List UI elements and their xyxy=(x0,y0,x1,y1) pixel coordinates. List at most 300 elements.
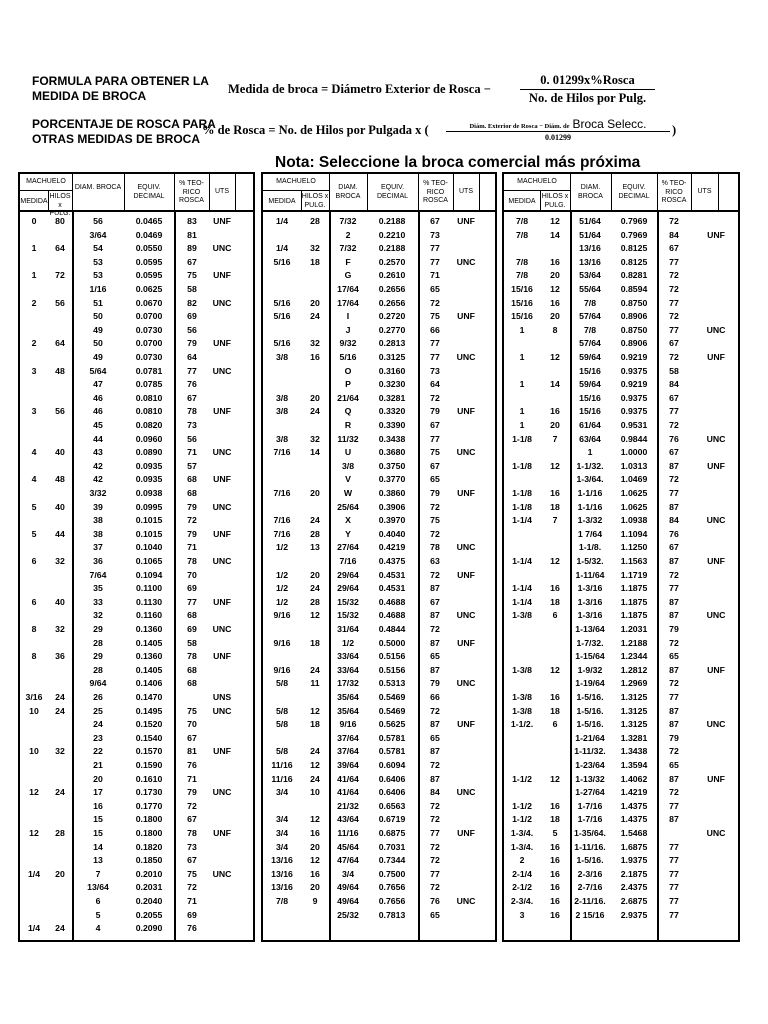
table-row xyxy=(20,731,253,745)
hilos-cell: 20 xyxy=(550,311,560,322)
pct-cell: 75 xyxy=(187,868,197,879)
diam-cell: 2-7/16 xyxy=(577,882,603,893)
pct-cell: 87 xyxy=(430,773,440,784)
equiv-cell: 0.3125 xyxy=(378,352,406,362)
equiv-cell: 2.1875 xyxy=(620,868,648,879)
pct-cell: 81 xyxy=(187,229,197,240)
table-row xyxy=(263,826,495,840)
pct-cell: 72 xyxy=(430,800,440,811)
diam-cell: 53 xyxy=(93,256,103,267)
diam-cell: 7/32 xyxy=(339,243,357,254)
hilos-cell: 40 xyxy=(55,501,65,512)
pct-cell: 77 xyxy=(430,243,440,254)
pct-cell: 76 xyxy=(187,760,197,770)
hilos-cell: 18 xyxy=(310,256,320,267)
hilos-cell: 13 xyxy=(310,542,320,553)
table-row xyxy=(20,241,253,255)
equiv-cell: 0.2610 xyxy=(378,270,406,281)
medida-cell: 12 xyxy=(29,787,39,798)
diam-cell: 7/32 xyxy=(339,216,357,226)
pct-cell: 72 xyxy=(430,528,440,539)
medida-cell: 3/8 xyxy=(275,433,289,444)
hilos-cell: 40 xyxy=(55,596,65,607)
diam-cell: 49/64 xyxy=(337,896,359,906)
diam-cell: 1-13/64 xyxy=(575,624,605,634)
hilos-cell: 20 xyxy=(55,868,65,879)
equiv-cell: 0.5000 xyxy=(378,637,406,648)
equiv-cell: 1.0000 xyxy=(620,447,648,458)
pct-cell: 69 xyxy=(187,909,197,920)
diam-cell: 41/64 xyxy=(337,773,359,784)
hilos-cell: 20 xyxy=(550,420,560,430)
diam-cell: J xyxy=(345,324,351,335)
table-row xyxy=(263,908,495,922)
table-row xyxy=(504,377,738,391)
equiv-cell: 1.4062 xyxy=(620,773,648,784)
pct-cell: 87 xyxy=(669,719,679,730)
equiv-cell: 0.6406 xyxy=(378,773,406,784)
diam-cell: 37 xyxy=(93,542,103,553)
equiv-cell: 0.0785 xyxy=(135,379,163,390)
table-row xyxy=(20,513,253,527)
diam-cell: 15 xyxy=(93,814,103,825)
table-row xyxy=(504,364,738,378)
hilos-cell: 28 xyxy=(55,828,65,838)
hilos-cell: 10 xyxy=(310,787,320,798)
pct-cell: 76 xyxy=(187,379,197,390)
diam-cell: 63/64 xyxy=(579,433,601,444)
table-row xyxy=(20,255,253,269)
hilos-cell: 16 xyxy=(550,583,560,594)
uts-cell: UNC xyxy=(456,896,476,906)
uts-header: UTS xyxy=(215,188,229,195)
hilos-cell: 32 xyxy=(55,624,65,634)
equiv-cell: 1.3125 xyxy=(620,719,648,730)
pct-cell: 72 xyxy=(669,352,679,362)
hilos-cell: 24 xyxy=(55,787,65,798)
equiv-cell: 0.1360 xyxy=(135,651,163,662)
table-row xyxy=(20,364,253,378)
table-row xyxy=(263,704,495,718)
pct-cell: 77 xyxy=(669,406,679,417)
pct-cell: 58 xyxy=(187,637,197,648)
diam-cell: 1-1/16 xyxy=(577,488,603,498)
table-row xyxy=(504,608,738,622)
table-header xyxy=(504,174,738,212)
hilos-cell: 16 xyxy=(550,909,560,920)
equiv-cell: 0.7969 xyxy=(620,229,648,240)
uts-cell: UNC xyxy=(456,352,476,362)
equiv-cell: 0.9844 xyxy=(620,433,648,444)
diam-cell: 33/64 xyxy=(337,651,359,662)
diam-cell: 1-15/64 xyxy=(575,651,605,662)
table-row xyxy=(20,799,253,813)
equiv-cell: 0.0469 xyxy=(135,229,163,240)
equiv-cell: 0.3906 xyxy=(378,501,406,512)
diam-cell: 1 7/64 xyxy=(577,528,603,539)
table-row xyxy=(263,758,495,772)
medida-cell: 1-1/2 xyxy=(512,814,532,825)
hilos-cell: 40 xyxy=(55,447,65,458)
pct-cell: 75 xyxy=(187,705,197,716)
medida-cell: 5/8 xyxy=(275,705,289,716)
table-row xyxy=(263,568,495,582)
medida-cell: 9/16 xyxy=(273,664,291,675)
diam-cell: 3/4 xyxy=(341,868,355,879)
pct-cell: 77 xyxy=(430,352,440,362)
table-row xyxy=(504,785,738,799)
uts-cell: UNC xyxy=(456,787,476,798)
hilos-cell: 20 xyxy=(310,488,320,498)
medida-cell: 0 xyxy=(31,216,37,226)
table-row xyxy=(20,527,253,541)
table-row xyxy=(20,459,253,473)
uts-cell: UNF xyxy=(457,311,475,322)
medida-cell: 1/2 xyxy=(275,542,289,553)
medida-cell: 1-1/2. xyxy=(510,719,534,730)
equiv-cell: 0.5156 xyxy=(378,664,406,675)
pct-cell: 79 xyxy=(669,732,679,743)
medida-cell: 7/16 xyxy=(273,488,291,498)
diam-cell: 1-11/64 xyxy=(575,569,605,580)
pct-cell: 72 xyxy=(430,705,440,716)
table-row xyxy=(20,282,253,296)
equiv-cell: 0.1015 xyxy=(135,515,163,526)
equiv-cell: 0.1610 xyxy=(135,773,163,784)
equiv-cell: 0.8750 xyxy=(620,297,648,308)
equiv-cell: 2.4375 xyxy=(620,882,648,893)
equiv-cell: 1.0938 xyxy=(620,515,648,526)
uts-cell: UNC xyxy=(456,256,476,267)
diam-cell: 13/16 xyxy=(579,243,601,254)
hilos-cell: 12 xyxy=(310,705,320,716)
table-row xyxy=(504,432,738,446)
hilos-cell: 12 xyxy=(550,664,560,675)
uts-cell: UNF xyxy=(213,216,231,226)
equiv-cell: 0.3390 xyxy=(378,420,406,430)
diam-cell: 29/64 xyxy=(337,583,359,594)
diam-cell: 26 xyxy=(93,692,103,702)
pct-cell: 67 xyxy=(669,243,679,254)
equiv-cell: 0.2656 xyxy=(378,297,406,308)
equiv-cell: 0.1065 xyxy=(135,556,163,566)
diam-cell: 3/8 xyxy=(341,460,355,471)
table-row xyxy=(263,418,495,432)
hilos-cell: 12 xyxy=(550,352,560,362)
uts-cell: UNC xyxy=(706,515,726,526)
medida-cell: 5 xyxy=(31,528,37,539)
hilos-cell: 48 xyxy=(55,365,65,376)
pct-cell: 84 xyxy=(669,229,679,240)
hilos-cell: 24 xyxy=(310,311,320,322)
diam-cell: U xyxy=(344,447,352,458)
diam-cell: 16 xyxy=(93,800,103,811)
hilos-cell: 16 xyxy=(550,406,560,417)
table-row xyxy=(20,921,253,935)
percent-numerator xyxy=(446,117,670,132)
table-row xyxy=(263,391,495,405)
equiv-cell: 0.0595 xyxy=(135,256,163,267)
equiv-cell: 0.7813 xyxy=(378,909,406,920)
table-row xyxy=(20,214,253,228)
table-row xyxy=(20,663,253,677)
hilos-cell: 12 xyxy=(550,216,560,226)
diam-cell: X xyxy=(345,515,351,526)
equiv-header: EQUIV. DECIMAL xyxy=(376,184,409,200)
equiv-cell: 0.1405 xyxy=(135,664,163,675)
equiv-cell: 0.0700 xyxy=(135,338,163,349)
pct-cell: 79 xyxy=(430,488,440,498)
table-row xyxy=(20,228,253,242)
equiv-cell: 0.2188 xyxy=(378,243,406,254)
pct-cell: 87 xyxy=(669,773,679,784)
medida-cell: 6 xyxy=(31,596,37,607)
percent-close-paren: ) xyxy=(672,123,677,137)
equiv-cell: 1.1250 xyxy=(620,542,648,553)
medida-cell: 1-1/2 xyxy=(512,773,532,784)
hilos-cell: 20 xyxy=(550,270,560,281)
equiv-cell: 0.4219 xyxy=(378,542,406,553)
diam-cell: 35/64 xyxy=(337,692,359,702)
medida-cell: 3/4 xyxy=(275,814,289,825)
medida-cell: 1/2 xyxy=(275,596,289,607)
equiv-cell: 2.9375 xyxy=(620,909,648,920)
pct-cell: 73 xyxy=(187,420,197,430)
diam-cell: 55/64 xyxy=(579,284,601,294)
diam-cell: 56 xyxy=(93,216,103,226)
hilos-cell: 24 xyxy=(310,406,320,417)
diam-cell: P xyxy=(345,379,351,390)
medida-cell: 1-1/8 xyxy=(512,501,532,512)
table-row xyxy=(504,690,738,704)
equiv-cell: 0.2055 xyxy=(135,909,163,920)
medida-cell: 7/8 xyxy=(515,270,529,281)
table-row xyxy=(504,731,738,745)
hilos-cell: 12 xyxy=(310,814,320,825)
table-row xyxy=(263,459,495,473)
table-row xyxy=(20,826,253,840)
diam-cell: 15/32 xyxy=(337,596,359,607)
uts-cell: UNC xyxy=(706,719,726,730)
hilos-cell: 18 xyxy=(550,596,560,607)
table-row xyxy=(20,840,253,854)
diam-cell: 1-9/32 xyxy=(577,664,603,675)
pct-cell: 77 xyxy=(669,488,679,498)
equiv-cell: 0.0781 xyxy=(135,365,163,376)
table-row xyxy=(263,540,495,554)
diam-cell: 24 xyxy=(93,719,103,730)
diam-cell: 1-5/16. xyxy=(576,692,604,702)
diam-cell: 4 xyxy=(95,923,101,934)
hilos-cell: 14 xyxy=(550,379,560,390)
equiv-cell: 0.0935 xyxy=(135,460,163,471)
diam-cell: 42 xyxy=(93,474,103,485)
pct-cell: 72 xyxy=(430,760,440,770)
pct-cell: 76 xyxy=(187,923,197,934)
equiv-cell: 1.2188 xyxy=(620,637,648,648)
equiv-cell: 0.0700 xyxy=(135,311,163,322)
medida-cell: 2 xyxy=(31,297,37,308)
medida-cell: 11/16 xyxy=(271,760,293,770)
table-row xyxy=(504,581,738,595)
uts-cell: UNC xyxy=(212,243,232,254)
table-row xyxy=(20,636,253,650)
equiv-cell: 0.3970 xyxy=(378,515,406,526)
table-row xyxy=(504,867,738,881)
hilos-cell: 44 xyxy=(55,528,65,539)
header-column-divider xyxy=(718,174,719,210)
equiv-cell: 0.6875 xyxy=(378,828,406,838)
table-row xyxy=(504,336,738,350)
equiv-cell: 0.4040 xyxy=(378,528,406,539)
table-row xyxy=(263,445,495,459)
table-row xyxy=(20,350,253,364)
hilos-cell: 72 xyxy=(55,270,65,281)
hilos-cell: 16 xyxy=(550,692,560,702)
equiv-cell: 0.3750 xyxy=(378,460,406,471)
table-row xyxy=(504,812,738,826)
diam-cell: 1-3/32 xyxy=(577,515,603,526)
pct-cell: 67 xyxy=(430,420,440,430)
medida-cell: 13/16 xyxy=(271,868,293,879)
uts-cell: UNC xyxy=(212,501,232,512)
equiv-cell: 1.1875 xyxy=(620,610,648,621)
pct-cell: 65 xyxy=(669,760,679,770)
table-row xyxy=(263,432,495,446)
equiv-cell: 0.0670 xyxy=(135,297,163,308)
medida-cell: 9/16 xyxy=(273,637,291,648)
equiv-cell: 0.5781 xyxy=(378,746,406,757)
equiv-cell: 0.9375 xyxy=(620,365,648,376)
table-row xyxy=(263,799,495,813)
equiv-cell: 0.1160 xyxy=(135,610,163,621)
diam-cell: 47 xyxy=(93,379,103,390)
medida-cell: 3 xyxy=(31,365,37,376)
hilos-cell: 12 xyxy=(550,284,560,294)
pct-cell: 57 xyxy=(187,460,197,471)
uts-cell: UNF xyxy=(213,651,231,662)
equiv-cell: 0.3230 xyxy=(378,379,406,390)
hilos-cell: 12 xyxy=(310,610,320,621)
percent-numerator-big: Broca Selecc. xyxy=(572,117,647,131)
pct-cell: 72 xyxy=(187,515,197,526)
diam-cell: Q xyxy=(344,406,352,417)
hilos-cell: 18 xyxy=(310,637,320,648)
diam-cell: 1-7/32. xyxy=(576,637,604,648)
hilos-cell: 16 xyxy=(550,488,560,498)
medida-cell: 3/4 xyxy=(275,787,289,798)
table-row xyxy=(20,391,253,405)
pct-cell: 89 xyxy=(187,243,197,254)
pct-cell: 77 xyxy=(187,596,197,607)
hilos-cell: 32 xyxy=(55,746,65,757)
equiv-cell: 1.4375 xyxy=(620,814,648,825)
pct-cell: 72 xyxy=(669,270,679,281)
equiv-cell: 0.6094 xyxy=(378,760,406,770)
equiv-cell: 0.1040 xyxy=(135,542,163,553)
medida-cell: 1/2 xyxy=(275,583,289,594)
pct-cell: 79 xyxy=(187,528,197,539)
uts-cell: UNC xyxy=(212,705,232,716)
diam-cell: 32 xyxy=(93,610,103,621)
pct-cell: 64 xyxy=(430,379,440,390)
diam-header: DIAM. BROCA xyxy=(578,184,603,200)
hilos-cell: 28 xyxy=(310,528,320,539)
uts-cell: UNS xyxy=(212,692,232,702)
uts-cell: UNF xyxy=(457,637,475,648)
diam-cell: 53 xyxy=(93,270,103,281)
table-row xyxy=(20,309,253,323)
pct-cell: 70 xyxy=(187,719,197,730)
diam-cell: 1-3/16 xyxy=(577,610,603,621)
diam-cell: 21/32 xyxy=(337,800,359,811)
diam-cell: 54 xyxy=(93,243,103,254)
equiv-cell: 0.5469 xyxy=(378,692,406,702)
pct-cell: 67 xyxy=(669,447,679,458)
pct-cell: 67 xyxy=(187,256,197,267)
diam-cell: 25/32 xyxy=(337,909,359,920)
pct-cell: 67 xyxy=(669,392,679,403)
pct-cell: 84 xyxy=(669,379,679,390)
table-row xyxy=(20,377,253,391)
diam-cell: 13 xyxy=(93,855,103,866)
hilos-cell: 8 xyxy=(552,324,558,335)
hilos-header: HILOS x PULG. xyxy=(301,193,329,209)
equiv-cell: 0.1800 xyxy=(135,814,163,825)
pct-cell: 71 xyxy=(430,270,440,281)
pct-cell: 77 xyxy=(669,800,679,811)
diam-cell: 39/64 xyxy=(337,760,359,770)
pct-cell: 71 xyxy=(187,896,197,906)
pct-cell: 72 xyxy=(430,392,440,403)
table-row xyxy=(504,282,738,296)
table-row xyxy=(504,840,738,854)
pct-cell: 79 xyxy=(669,624,679,634)
equiv-cell: 1.0313 xyxy=(620,460,648,471)
hilos-cell: 18 xyxy=(550,501,560,512)
equiv-cell: 0.1820 xyxy=(135,841,163,852)
diam-cell: 25 xyxy=(93,705,103,716)
pct-cell: 72 xyxy=(430,297,440,308)
table-row xyxy=(20,432,253,446)
pct-cell: 72 xyxy=(430,501,440,512)
equiv-cell: 0.7344 xyxy=(378,855,406,866)
equiv-cell: 0.8750 xyxy=(620,324,648,335)
diam-cell: 1-5/16. xyxy=(576,705,604,716)
diam-cell: 33/64 xyxy=(337,664,359,675)
hilos-cell: 28 xyxy=(310,216,320,226)
hilos-cell: 20 xyxy=(310,569,320,580)
uts-cell: UNF xyxy=(457,488,475,498)
pct-cell: 63 xyxy=(430,556,440,566)
uts-cell: UNC xyxy=(706,828,726,838)
pct-cell: 78 xyxy=(187,556,197,566)
diam-cell: I xyxy=(346,311,350,322)
table-row xyxy=(263,717,495,731)
equiv-cell: 0.8906 xyxy=(620,311,648,322)
diam-cell: 37/64 xyxy=(337,732,359,743)
hilos-cell: 16 xyxy=(550,841,560,852)
pct-cell: 79 xyxy=(187,338,197,349)
medida-cell: 3/4 xyxy=(275,828,289,838)
table-row xyxy=(504,663,738,677)
hilos-cell: 32 xyxy=(310,433,320,444)
equiv-header: EQUIV. DECIMAL xyxy=(133,184,165,200)
hilos-cell: 5 xyxy=(552,828,558,838)
equiv-header: EQUIV. DECIMAL xyxy=(618,184,650,200)
table-row xyxy=(20,581,253,595)
diam-cell: 17/64 xyxy=(337,284,359,294)
